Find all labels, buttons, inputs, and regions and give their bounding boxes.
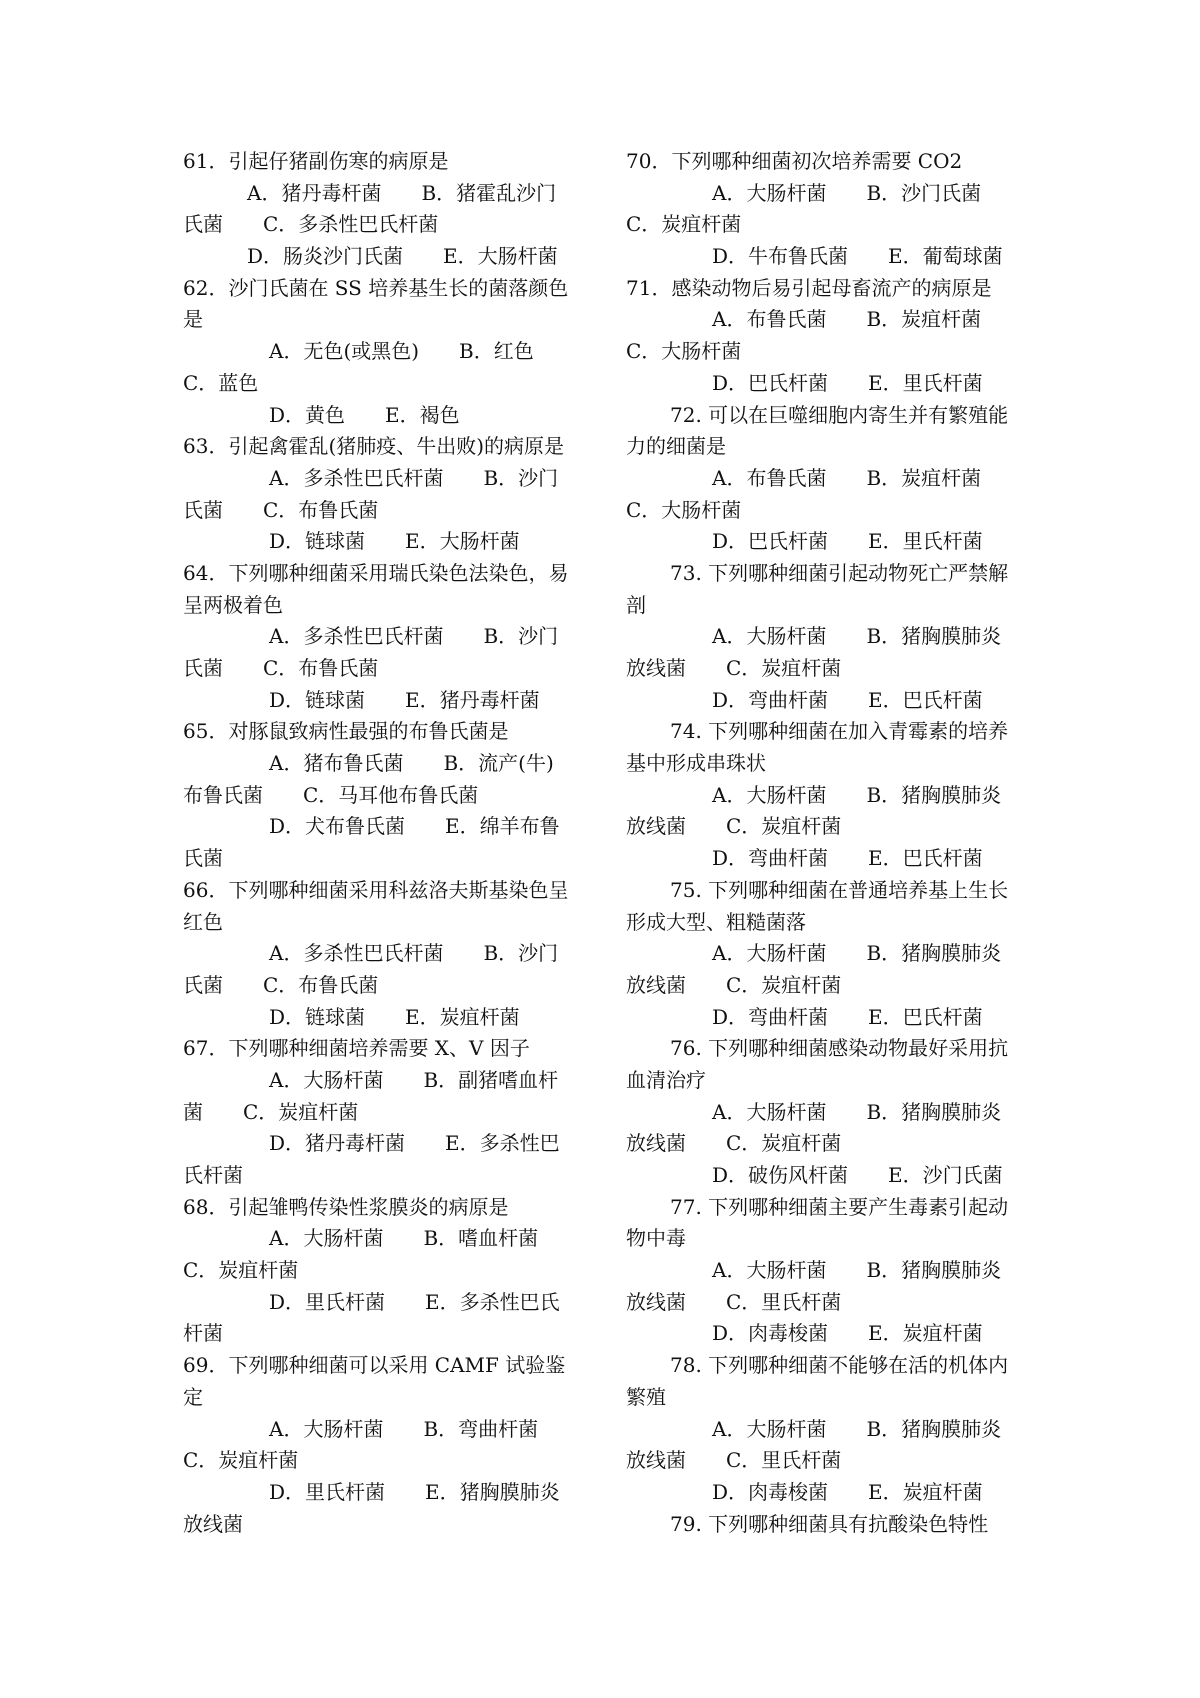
text-line: A．多杀性巴氏杆菌 B．沙门	[269, 941, 559, 966]
text-line: D．肉毒梭菌 E．炭疽杆菌	[712, 1321, 983, 1346]
text-line: 是	[183, 307, 203, 332]
text-line: 放线菌 C．炭疽杆菌	[626, 972, 842, 997]
text-line: A．多杀性巴氏杆菌 B．沙门	[269, 465, 559, 490]
text-line: D．肠炎沙门氏菌 E．大肠杆菌	[247, 244, 558, 269]
text-line: A．大肠杆菌 B．猪胸膜肺炎	[712, 1416, 1002, 1441]
text-line: 力的细菌是	[626, 434, 726, 459]
text-line: 氏菌 C．布鲁氏菌	[183, 656, 379, 680]
text-line: A．大肠杆菌 B．副猪嗜血杆	[269, 1067, 559, 1092]
text-line: 定	[183, 1384, 203, 1409]
text-line: C．大肠杆菌	[626, 339, 742, 364]
text-line: 68．引起雏鸭传染性浆膜炎的病原是	[183, 1194, 509, 1219]
text-line: A．大肠杆菌 B．猪胸膜肺炎	[712, 782, 1002, 807]
text-line: D．链球菌 E．炭疽杆菌	[269, 1004, 520, 1029]
text-line: A．大肠杆菌 B．猪胸膜肺炎	[712, 624, 1002, 649]
text-line: 65．对豚鼠致病性最强的布鲁氏菌是	[183, 719, 509, 744]
text-line: A．多杀性巴氏杆菌 B．沙门	[269, 624, 559, 649]
text-line: A．大肠杆菌 B．猪胸膜肺炎	[712, 1099, 1002, 1124]
text-line: D．牛布鲁氏菌 E．葡萄球菌	[712, 244, 1003, 269]
text-line: 放线菌 C．炭疽杆菌	[626, 656, 842, 680]
text-line: 69．下列哪种细菌可以采用 CAMF 试验鉴	[183, 1353, 566, 1378]
text-line: D．破伤风杆菌 E．沙门氏菌	[712, 1163, 1003, 1187]
text-line: 放线菌 C．里氏杆菌	[626, 1289, 842, 1314]
text-line: 74. 下列哪种细菌在加入青霉素的培养	[670, 719, 1009, 744]
text-line: 70．下列哪种细菌初次培养需要 CO2	[626, 149, 963, 173]
text-line: C．蓝色	[183, 370, 259, 395]
text-line: 放线菌 C．里氏杆菌	[626, 1448, 842, 1473]
text-line: D．巴氏杆菌 E．里氏杆菌	[712, 529, 983, 554]
text-line: C．炭疽杆菌	[626, 212, 742, 237]
text-line: 67．下列哪种细菌培养需要 X、V 因子	[183, 1036, 530, 1061]
text-line: D．弯曲杆菌 E．巴氏杆菌	[712, 1004, 983, 1029]
text-line: 72. 可以在巨噬细胞内寄生并有繁殖能	[670, 402, 1009, 427]
text-line: D．链球菌 E．大肠杆菌	[269, 529, 520, 554]
text-line: A．大肠杆菌 B．弯曲杆菌	[269, 1416, 539, 1441]
text-line: D．肉毒梭菌 E．炭疽杆菌	[712, 1479, 983, 1504]
text-line: C．大肠杆菌	[626, 497, 742, 522]
text-line: 61．引起仔猪副伤寒的病原是	[183, 149, 449, 173]
text-line: 64．下列哪种细菌采用瑞氏染色法染色，易	[183, 560, 569, 585]
text-line: 66．下列哪种细菌采用科兹洛夫斯基染色呈	[183, 877, 569, 902]
text-line: A．布鲁氏菌 B．炭疽杆菌	[712, 307, 982, 332]
right-column	[626, 146, 1026, 1540]
text-line: 63．引起禽霍乱(猪肺疫、牛出败)的病原是	[183, 434, 565, 459]
text-line: 放线菌 C．炭疽杆菌	[626, 1131, 842, 1156]
text-line: 75. 下列哪种细菌在普通培养基上生长	[670, 877, 1009, 902]
text-line: D．犬布鲁氏菌 E．绵羊布鲁	[269, 814, 560, 839]
text-line: D．弯曲杆菌 E．巴氏杆菌	[712, 687, 983, 712]
text-line: 氏杆菌	[183, 1163, 243, 1187]
text-line: 血清治疗	[626, 1067, 706, 1092]
text-line: C．炭疽杆菌	[183, 1448, 299, 1473]
text-line: 剖	[626, 592, 646, 617]
text-line: 基中形成串珠状	[626, 751, 766, 776]
text-line: 红色	[183, 909, 223, 934]
text-line: 形成大型、粗糙菌落	[626, 909, 806, 934]
text-line: A．无色(或黑色) B．红色	[269, 339, 534, 364]
text-line: D．链球菌 E．猪丹毒杆菌	[269, 687, 540, 712]
text-line: 氏菌 C．布鲁氏菌	[183, 497, 379, 522]
text-line: 78. 下列哪种细菌不能够在活的机体内	[670, 1353, 1009, 1378]
text-line: 繁殖	[626, 1384, 666, 1409]
text-line: A．大肠杆菌 B．嗜血杆菌	[269, 1226, 539, 1251]
text-line: 73. 下列哪种细菌引起动物死亡严禁解	[670, 560, 1009, 585]
text-line: D．巴氏杆菌 E．里氏杆菌	[712, 370, 983, 395]
text-line: 氏菌 C．多杀性巴氏杆菌	[183, 212, 439, 237]
text-line: A．大肠杆菌 B．猪胸膜肺炎	[712, 941, 1002, 966]
text-line: A．大肠杆菌 B．沙门氏菌	[712, 180, 982, 205]
text-line: D．里氏杆菌 E．多杀性巴氏	[269, 1289, 560, 1314]
text-line: 布鲁氏菌 C．马耳他布鲁氏菌	[183, 782, 479, 807]
text-line: 77. 下列哪种细菌主要产生毒素引起动	[670, 1194, 1009, 1219]
text-line: A．猪布鲁氏菌 B．流产(牛)	[269, 751, 554, 776]
text-line: D．黄色 E．褐色	[269, 402, 460, 427]
text-line: D．猪丹毒杆菌 E．多杀性巴	[269, 1131, 560, 1156]
text-line: 79. 下列哪种细菌具有抗酸染色特性	[670, 1511, 989, 1536]
left-column	[183, 146, 583, 1540]
text-line: A．布鲁氏菌 B．炭疽杆菌	[712, 465, 982, 490]
text-line: 放线菌	[183, 1511, 243, 1536]
text-line: 放线菌 C．炭疽杆菌	[626, 814, 842, 839]
text-line: A．猪丹毒杆菌 B．猪霍乱沙门	[247, 180, 557, 205]
text-line: C．炭疽杆菌	[183, 1258, 299, 1283]
text-line: 物中毒	[626, 1226, 686, 1251]
text-line: 氏菌 C．布鲁氏菌	[183, 972, 379, 997]
text-line: 76. 下列哪种细菌感染动物最好采用抗	[670, 1036, 1009, 1061]
text-line: D．里氏杆菌 E．猪胸膜肺炎	[269, 1479, 560, 1504]
text-line: 62．沙门氏菌在 SS 培养基生长的菌落颜色	[183, 275, 569, 300]
text-line: 71．感染动物后易引起母畜流产的病原是	[626, 275, 992, 300]
text-line: 氏菌	[183, 846, 223, 871]
text-line: D．弯曲杆菌 E．巴氏杆菌	[712, 846, 983, 871]
text-line: 呈两极着色	[183, 592, 283, 617]
text-line: 菌 C．炭疽杆菌	[183, 1099, 359, 1124]
text-line: 杆菌	[183, 1321, 223, 1346]
text-line: A．大肠杆菌 B．猪胸膜肺炎	[712, 1258, 1002, 1283]
